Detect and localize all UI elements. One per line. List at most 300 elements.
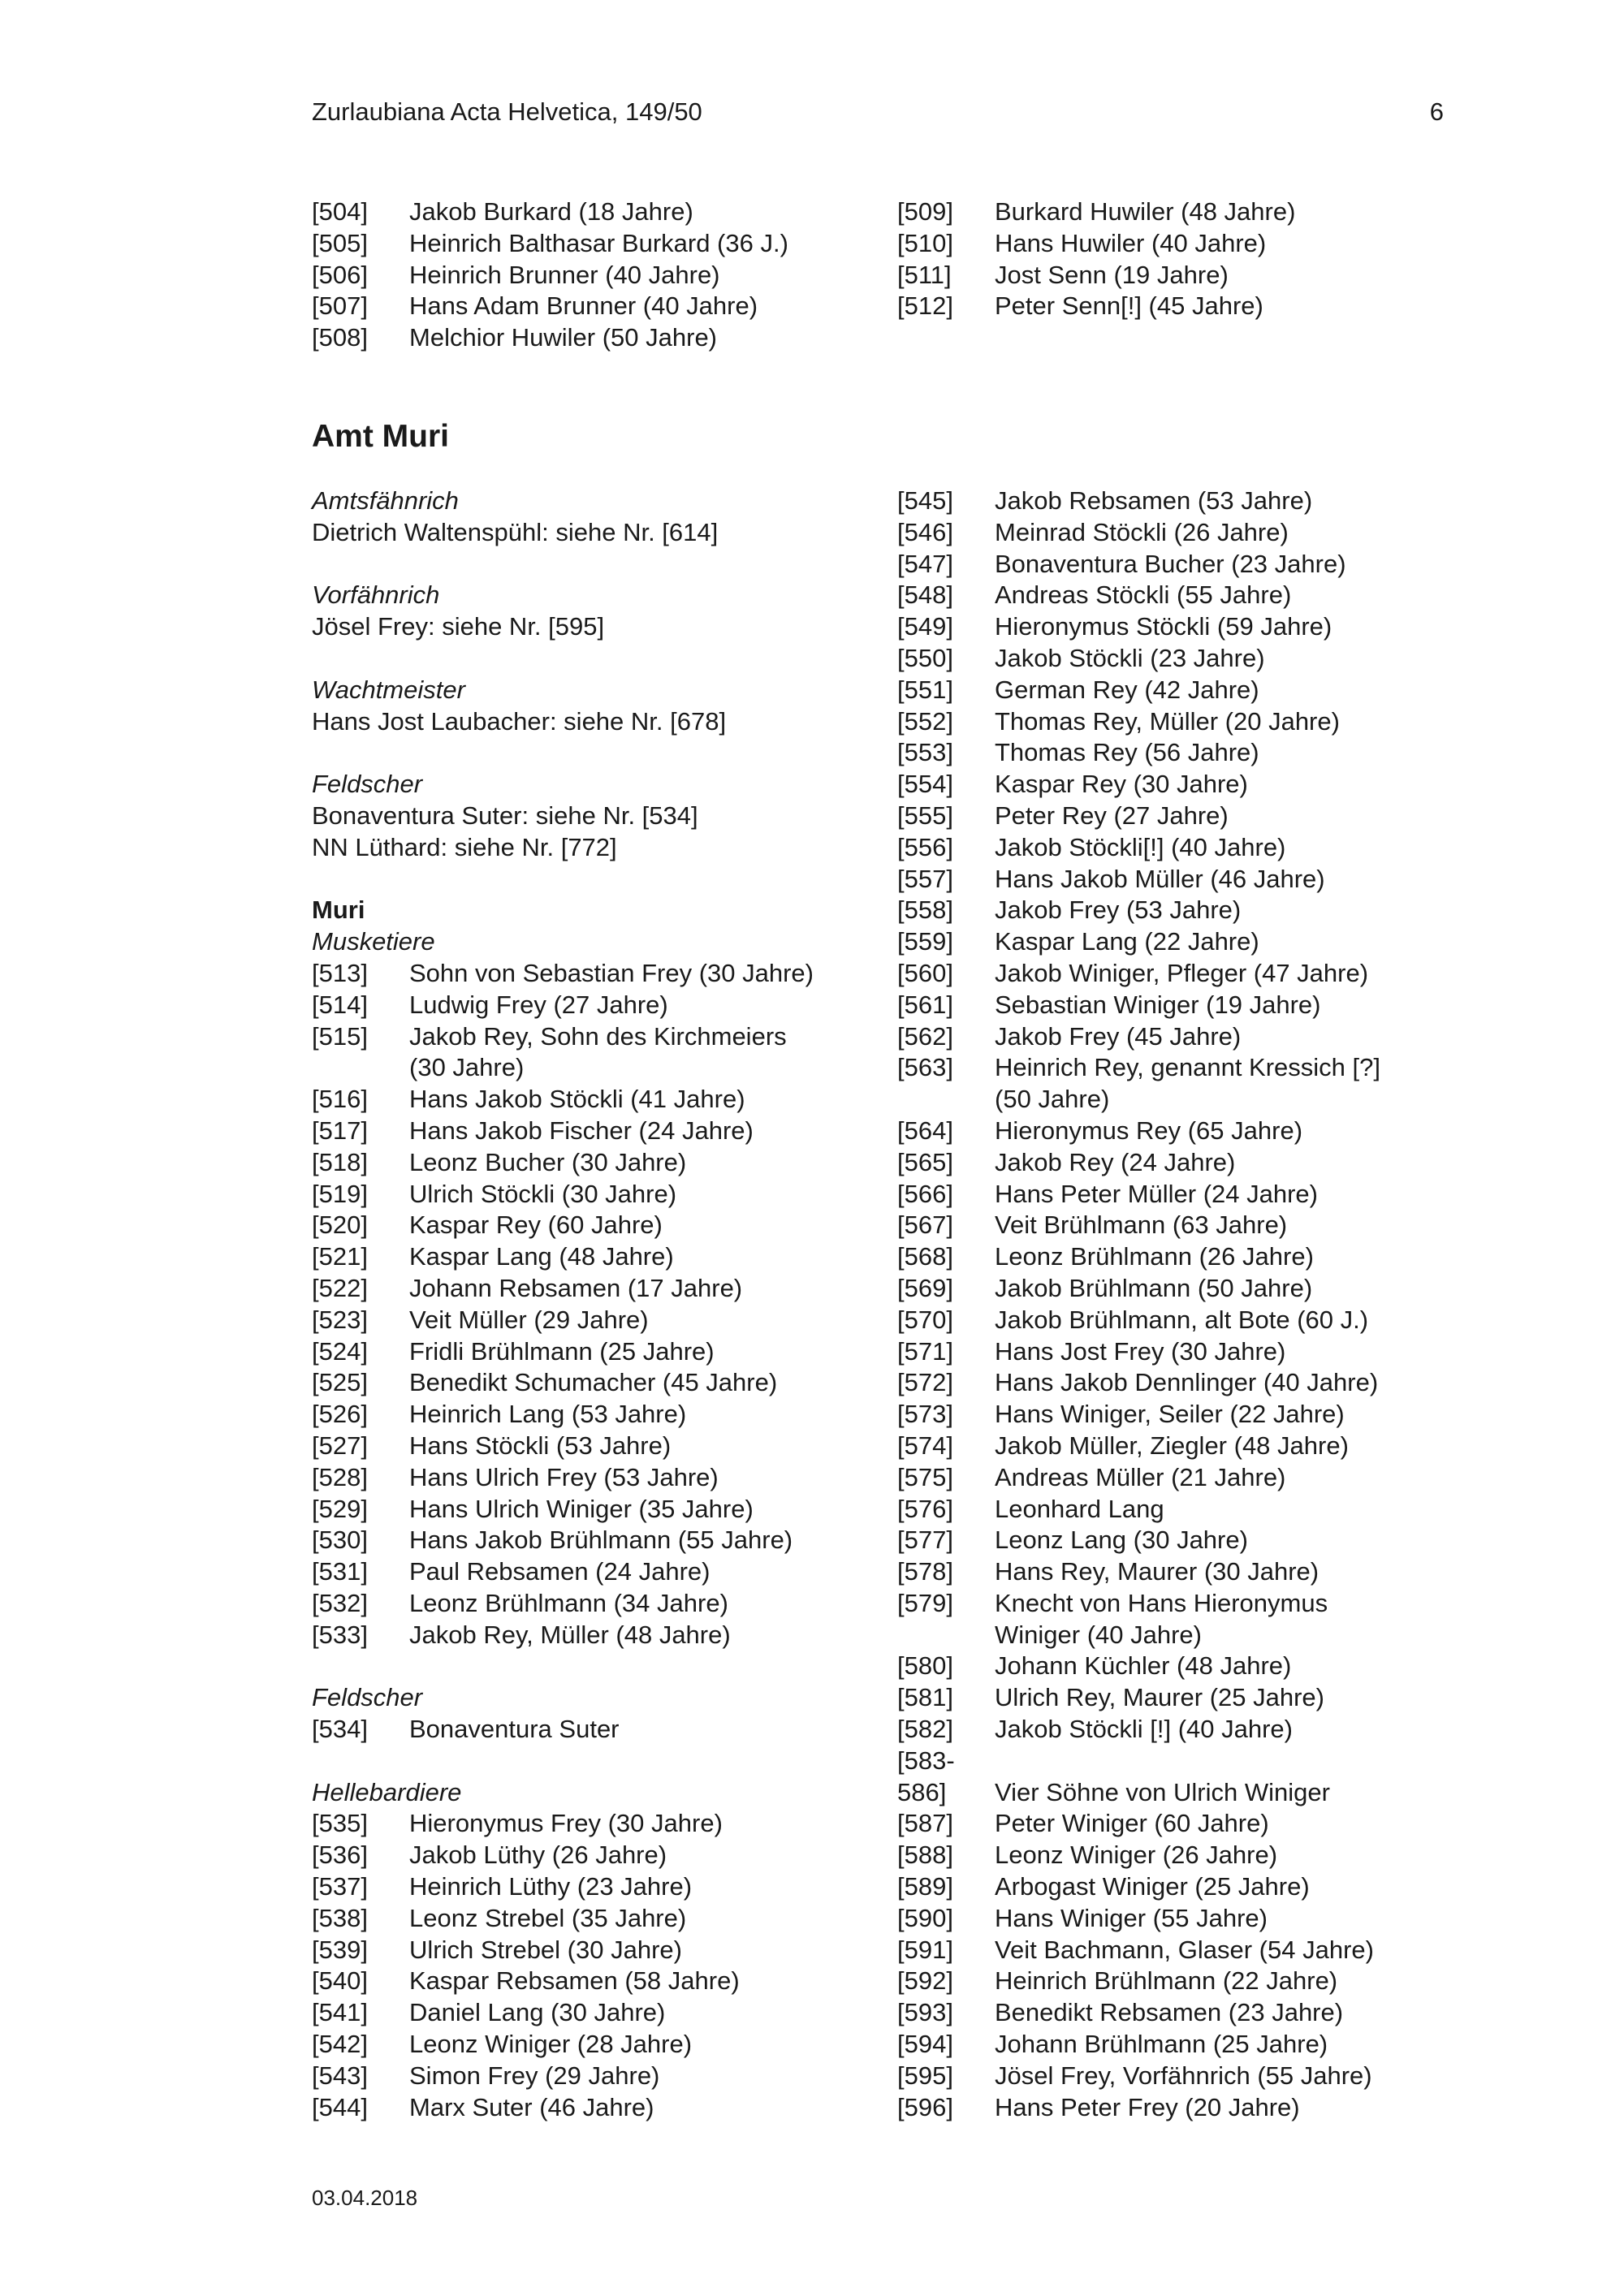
entry-name: Jakob Burkard (18 Jahre)	[409, 197, 693, 226]
list-item	[897, 228, 1449, 260]
entry-name: Thomas Rey, Müller (20 Jahre)	[995, 706, 1340, 736]
entry-number: [519]	[312, 1179, 368, 1208]
entry-number: [579]	[897, 1588, 953, 1617]
list-item	[897, 1556, 1449, 1588]
entry-name: Peter Senn[!] (45 Jahre)	[995, 291, 1263, 321]
entry-number: [510]	[897, 228, 953, 257]
entry-name: Jakob Müller, Ziegler (48 Jahre)	[995, 1431, 1349, 1460]
entry-name: Hans Ulrich Frey (53 Jahre)	[409, 1462, 719, 1491]
entry-name: Veit Müller (29 Jahre)	[409, 1305, 649, 1334]
list-item-continuation	[312, 1052, 864, 1084]
list-item	[897, 895, 1449, 926]
list-item	[312, 2061, 864, 2092]
entry-name: Jost Senn (19 Jahre)	[995, 260, 1229, 289]
list-item	[897, 1052, 1449, 1084]
entry-number: [517]	[312, 1116, 368, 1145]
entry-number: [525]	[312, 1368, 368, 1397]
entry-name: Leonz Lang (30 Jahre)	[995, 1526, 1248, 1555]
musketiere-list	[312, 958, 864, 1651]
list-item	[312, 291, 864, 322]
entry-number: [592]	[897, 1966, 953, 1996]
entry-name: Fridli Brühlmann (25 Jahre)	[409, 1336, 715, 1366]
vorfaehnrich-text: Jösel Frey: siehe Nr. [595]	[312, 612, 605, 641]
entry-number-continuation: 586]	[897, 1777, 947, 1806]
entry-name: Heinrich Rey, genannt Kressich [?]	[995, 1053, 1380, 1082]
entry-name-continuation: (30 Jahre)	[409, 1053, 525, 1082]
list-item	[897, 1336, 1449, 1368]
entry-number: [581]	[897, 1683, 953, 1712]
top-right-list	[897, 196, 1449, 322]
list-item	[897, 549, 1449, 580]
entry-name: Simon Frey (29 Jahre)	[409, 2061, 660, 2090]
list-item	[312, 1179, 864, 1211]
entry-name: Thomas Rey (56 Jahre)	[995, 738, 1259, 767]
entry-name: Andreas Stöckli (55 Jahre)	[995, 580, 1292, 610]
entry-number: [591]	[897, 1935, 953, 1964]
entry-name: Johann Rebsamen (17 Jahre)	[409, 1273, 743, 1302]
list-item	[312, 2029, 864, 2061]
entry-name-continuation: Vier Söhne von Ulrich Winiger	[995, 1777, 1330, 1806]
entry-number: [512]	[897, 291, 953, 321]
list-item	[897, 1808, 1449, 1840]
list-item	[312, 1588, 864, 1620]
entry-number: [593]	[897, 1998, 953, 2027]
entry-name: Kaspar Rebsamen (58 Jahre)	[409, 1966, 740, 1996]
list-item	[897, 864, 1449, 896]
entry-number: [559]	[897, 927, 953, 956]
entry-name: Jakob Winiger, Pfleger (47 Jahre)	[995, 958, 1369, 987]
hellebardiere-list	[312, 1808, 864, 2123]
entry-number: [540]	[312, 1966, 368, 1996]
entry-name: Hans Jakob Dennlinger (40 Jahre)	[995, 1368, 1379, 1397]
entry-number: [548]	[897, 580, 953, 610]
entry-number: [505]	[312, 228, 368, 257]
list-item	[897, 737, 1449, 769]
list-item	[897, 1966, 1449, 1997]
feldscher-officer-label: Feldscher	[312, 770, 423, 799]
document-title: Zurlaubiana Acta Helvetica, 149/50	[312, 97, 702, 126]
entry-name: Hieronymus Rey (65 Jahre)	[995, 1116, 1303, 1145]
list-item	[312, 1462, 864, 1494]
entry-number: [515]	[312, 1021, 368, 1051]
entry-number: [562]	[897, 1021, 953, 1051]
list-item	[897, 1399, 1449, 1431]
muri-heading: Muri	[312, 896, 365, 925]
entry-name: Leonz Winiger (26 Jahre)	[995, 1841, 1278, 1870]
entry-number: [532]	[312, 1588, 368, 1617]
list-item	[312, 1084, 864, 1116]
list-item	[312, 1620, 864, 1651]
amtsfaehnrich-text: Dietrich Waltenspühl: siehe Nr. [614]	[312, 517, 719, 546]
entry-name: Leonz Brühlmann (26 Jahre)	[995, 1242, 1314, 1271]
entry-number: [555]	[897, 801, 953, 830]
entry-number: [557]	[897, 864, 953, 893]
list-item	[897, 1494, 1449, 1526]
entry-name: Melchior Huwiler (50 Jahre)	[409, 323, 718, 352]
list-item	[897, 1147, 1449, 1179]
list-item	[312, 1966, 864, 1997]
list-item	[312, 1525, 864, 1556]
list-item	[897, 769, 1449, 801]
entry-number: [556]	[897, 832, 953, 861]
entry-name: Hans Ulrich Winiger (35 Jahre)	[409, 1494, 754, 1523]
entry-name: Johann Küchler (48 Jahre)	[995, 1651, 1292, 1681]
entry-number: [545]	[897, 486, 953, 515]
entry-name: Hieronymus Frey (30 Jahre)	[409, 1809, 723, 1838]
entry-name: Heinrich Brunner (40 Jahre)	[409, 260, 720, 289]
entry-number: [563]	[897, 1053, 953, 1082]
entry-number: [590]	[897, 1903, 953, 1932]
entry-number: [530]	[312, 1526, 368, 1555]
entry-number: [514]	[312, 990, 368, 1019]
entry-number: [531]	[312, 1557, 368, 1586]
entry-name: Sohn von Sebastian Frey (30 Jahre)	[409, 958, 814, 987]
entry-name: Johann Brühlmann (25 Jahre)	[995, 2030, 1328, 2059]
top-left-list	[312, 196, 864, 354]
entry-name: Hans Jost Frey (30 Jahre)	[995, 1336, 1286, 1366]
entry-name: Sebastian Winiger (19 Jahre)	[995, 990, 1321, 1019]
entry-number: [577]	[897, 1526, 953, 1555]
list-item	[897, 801, 1449, 832]
entry-number: [566]	[897, 1179, 953, 1208]
entry-number: [575]	[897, 1462, 953, 1491]
entry-name: Peter Winiger (60 Jahre)	[995, 1809, 1269, 1838]
list-item	[897, 1462, 1449, 1494]
list-item	[312, 1840, 864, 1871]
entry-number: [547]	[897, 549, 953, 578]
list-item	[897, 486, 1449, 517]
entry-number: [564]	[897, 1116, 953, 1145]
entry-name: Kaspar Rey (30 Jahre)	[995, 770, 1248, 799]
entry-name: Hans Huwiler (40 Jahre)	[995, 228, 1267, 257]
entry-name: Knecht von Hans Hieronymus	[995, 1588, 1328, 1617]
entry-name: Arbogast Winiger (25 Jahre)	[995, 1872, 1310, 1901]
entry-number: [589]	[897, 1872, 953, 1901]
list-item	[897, 1305, 1449, 1336]
entry-name: Marx Suter (46 Jahre)	[409, 2092, 654, 2121]
list-item	[897, 1840, 1449, 1871]
hellebardiere-label: Hellebardiere	[312, 1777, 462, 1806]
list-item	[897, 2029, 1449, 2061]
list-item	[897, 1367, 1449, 1399]
entry-name: Hans Peter Müller (24 Jahre)	[995, 1179, 1318, 1208]
list-item	[897, 1997, 1449, 2029]
list-item	[312, 1367, 864, 1399]
wachtmeister-text: Hans Jost Laubacher: siehe Nr. [678]	[312, 706, 727, 736]
wachtmeister-label: Wachtmeister	[312, 675, 465, 704]
entry-name: Heinrich Balthasar Burkard (36 J.)	[409, 228, 788, 257]
entry-name: Leonhard Lang	[995, 1494, 1164, 1523]
list-item	[897, 990, 1449, 1021]
entry-number: [594]	[897, 2030, 953, 2059]
list-item	[897, 1871, 1449, 1903]
entry-number: [513]	[312, 958, 368, 987]
entry-number: [521]	[312, 1242, 368, 1271]
entry-name: Jösel Frey, Vorfähnrich (55 Jahre)	[995, 2061, 1372, 2090]
entry-name: Meinrad Stöckli (26 Jahre)	[995, 517, 1289, 546]
list-item	[897, 1273, 1449, 1305]
entry-number: [543]	[312, 2061, 368, 2090]
entry-number: [580]	[897, 1651, 953, 1681]
entry-name: Jakob Lüthy (26 Jahre)	[409, 1841, 667, 1870]
right-column	[897, 486, 1449, 2123]
entry-number-continuation	[897, 1620, 995, 1651]
entry-number: [509]	[897, 197, 953, 226]
entry-number: [596]	[897, 2092, 953, 2121]
vorfaehnrich-label: Vorfähnrich	[312, 580, 440, 610]
entry-number: [541]	[312, 1998, 368, 2027]
entry-name: Leonz Winiger (28 Jahre)	[409, 2030, 693, 2059]
entry-number: [570]	[897, 1305, 953, 1334]
entry-name: Jakob Stöckli (23 Jahre)	[995, 643, 1265, 672]
list-item	[897, 706, 1449, 738]
page-header	[312, 96, 1444, 128]
list-item	[897, 958, 1449, 990]
section-title: Amt Muri	[312, 419, 449, 454]
entry-name: German Rey (42 Jahre)	[995, 675, 1259, 704]
entry-name: Bonaventura Bucher (23 Jahre)	[995, 549, 1346, 578]
entry-number: [587]	[897, 1809, 953, 1838]
entry-number: [544]	[312, 2092, 368, 2121]
list-item	[897, 1179, 1449, 1211]
list-item	[312, 990, 864, 1021]
entry-number: [582]	[897, 1715, 953, 1744]
entry-number: [537]	[312, 1872, 368, 1901]
entry-name: Leonz Brühlmann (34 Jahre)	[409, 1588, 728, 1617]
list-item-continuation	[897, 1777, 1449, 1809]
entry-name: Jakob Rey, Müller (48 Jahre)	[409, 1620, 731, 1649]
list-item	[312, 1431, 864, 1462]
feldscher-list	[312, 1714, 864, 1746]
entry-name: Jakob Rey (24 Jahre)	[995, 1147, 1236, 1176]
list-item	[312, 1808, 864, 1840]
entry-name: Kaspar Lang (22 Jahre)	[995, 927, 1259, 956]
entry-name: Ulrich Rey, Maurer (25 Jahre)	[995, 1683, 1324, 1712]
entry-name: Hans Rey, Maurer (30 Jahre)	[995, 1557, 1320, 1586]
entry-name: Ludwig Frey (27 Jahre)	[409, 990, 668, 1019]
entry-name: Burkard Huwiler (48 Jahre)	[995, 197, 1296, 226]
entry-name: Jakob Brühlmann (50 Jahre)	[995, 1273, 1313, 1302]
list-item	[897, 1021, 1449, 1053]
entry-number: [554]	[897, 770, 953, 799]
list-item	[312, 1147, 864, 1179]
list-item	[897, 675, 1449, 706]
list-item	[312, 322, 864, 354]
feldscher-officer-text-2: NN Lüthard: siehe Nr. [772]	[312, 832, 617, 861]
amtsfaehnrich-label: Amtsfähnrich	[312, 486, 459, 515]
list-item	[897, 832, 1449, 864]
entry-name: Jakob Stöckli[!] (40 Jahre)	[995, 832, 1286, 861]
list-item	[312, 1903, 864, 1935]
entry-name: Heinrich Lang (53 Jahre)	[409, 1400, 687, 1429]
entry-name: Peter Rey (27 Jahre)	[995, 801, 1229, 830]
entry-name: Veit Bachmann, Glaser (54 Jahre)	[995, 1935, 1374, 1964]
entry-name: Jakob Rebsamen (53 Jahre)	[995, 486, 1313, 515]
entry-number: [523]	[312, 1305, 368, 1334]
list-item	[312, 196, 864, 228]
list-item	[897, 291, 1449, 322]
list-item	[897, 1903, 1449, 1935]
entry-name: Hans Jakob Stöckli (41 Jahre)	[409, 1085, 745, 1114]
feldscher-label: Feldscher	[312, 1683, 423, 1712]
list-item	[897, 196, 1449, 228]
entry-name: Kaspar Rey (60 Jahre)	[409, 1211, 663, 1240]
entry-number: [573]	[897, 1400, 953, 1429]
list-item	[312, 1935, 864, 1966]
entry-number: [569]	[897, 1273, 953, 1302]
entry-name: Paul Rebsamen (24 Jahre)	[409, 1557, 710, 1586]
entry-number: [546]	[897, 517, 953, 546]
list-item	[897, 1935, 1449, 1966]
list-item	[312, 958, 864, 990]
entry-name: Benedikt Rebsamen (23 Jahre)	[995, 1998, 1344, 2027]
entry-number: [552]	[897, 706, 953, 736]
list-item	[897, 1714, 1449, 1746]
entry-number: [561]	[897, 990, 953, 1019]
entry-number: [528]	[312, 1462, 368, 1491]
entry-number: [518]	[312, 1147, 368, 1176]
entry-number: [529]	[312, 1494, 368, 1523]
entry-number: [522]	[312, 1273, 368, 1302]
entry-name: Veit Brühlmann (63 Jahre)	[995, 1211, 1288, 1240]
list-item-continuation	[897, 1084, 1449, 1116]
entry-name: Hans Adam Brunner (40 Jahre)	[409, 291, 758, 321]
entry-number: [565]	[897, 1147, 953, 1176]
entry-number: [588]	[897, 1841, 953, 1870]
feldscher-officer-text-1: Bonaventura Suter: siehe Nr. [534]	[312, 801, 698, 830]
entry-number: [542]	[312, 2030, 368, 2059]
entry-number: [550]	[897, 643, 953, 672]
left-column	[312, 486, 864, 2123]
entry-number: [526]	[312, 1400, 368, 1429]
entry-name: Kaspar Lang (48 Jahre)	[409, 1242, 674, 1271]
entry-number: [567]	[897, 1211, 953, 1240]
entry-number: [533]	[312, 1620, 368, 1649]
entry-number: [538]	[312, 1903, 368, 1932]
entry-number: [574]	[897, 1431, 953, 1460]
entry-number: [504]	[312, 197, 368, 226]
list-item	[312, 1241, 864, 1273]
list-item	[312, 1021, 864, 1053]
entry-number: [507]	[312, 291, 368, 321]
entry-number: [511]	[897, 260, 952, 289]
entry-number-continuation	[312, 1052, 409, 1084]
entry-name: Hans Winiger (55 Jahre)	[995, 1903, 1268, 1932]
entry-number: [568]	[897, 1242, 953, 1271]
entry-name: Daniel Lang (30 Jahre)	[409, 1998, 666, 2027]
entry-name: Hans Winiger, Seiler (22 Jahre)	[995, 1400, 1345, 1429]
list-item	[312, 2092, 864, 2124]
list-item	[312, 1399, 864, 1431]
entry-number: [560]	[897, 958, 953, 987]
entry-name	[995, 1746, 1449, 1777]
list-item	[312, 1714, 864, 1746]
entry-name: Heinrich Lüthy (23 Jahre)	[409, 1872, 693, 1901]
list-item	[312, 1494, 864, 1526]
entry-number: [539]	[312, 1935, 368, 1964]
list-item	[312, 1336, 864, 1368]
list-item	[897, 517, 1449, 549]
list-item	[897, 611, 1449, 643]
entry-name: Hans Jakob Fischer (24 Jahre)	[409, 1116, 754, 1145]
entry-number: [520]	[312, 1211, 368, 1240]
list-item	[897, 1651, 1449, 1682]
list-item-continuation	[897, 1620, 1449, 1651]
list-item	[897, 1588, 1449, 1620]
entry-number: [536]	[312, 1841, 368, 1870]
list-item	[897, 1116, 1449, 1147]
entry-name: Andreas Müller (21 Jahre)	[995, 1462, 1286, 1491]
entry-number: [527]	[312, 1431, 368, 1460]
entry-number: [558]	[897, 896, 953, 925]
entry-number: [551]	[897, 675, 953, 704]
list-item	[312, 1210, 864, 1241]
entry-number: [524]	[312, 1336, 368, 1366]
footer-date: 03.04.2018	[312, 2186, 418, 2210]
entry-name: Leonz Strebel (35 Jahre)	[409, 1903, 687, 1932]
list-item	[897, 1210, 1449, 1241]
list-item	[312, 1997, 864, 2029]
list-item	[897, 1241, 1449, 1273]
list-item	[312, 1556, 864, 1588]
list-item	[897, 643, 1449, 675]
entry-name: Ulrich Stöckli (30 Jahre)	[409, 1179, 677, 1208]
entry-number: [553]	[897, 738, 953, 767]
entry-name: Bonaventura Suter	[409, 1715, 620, 1744]
entry-name: Hieronymus Stöckli (59 Jahre)	[995, 612, 1332, 641]
entry-number: [572]	[897, 1368, 953, 1397]
entry-name: Jakob Brühlmann, alt Bote (60 J.)	[995, 1305, 1369, 1334]
entry-name: Jakob Stöckli [!] (40 Jahre)	[995, 1715, 1293, 1744]
entry-name: Ulrich Strebel (30 Jahre)	[409, 1935, 682, 1964]
list-item	[312, 1871, 864, 1903]
entry-number: [595]	[897, 2061, 953, 2090]
entry-number: [508]	[312, 323, 368, 352]
entry-name: Leonz Bucher (30 Jahre)	[409, 1147, 687, 1176]
entry-name: Benedikt Schumacher (45 Jahre)	[409, 1368, 778, 1397]
list-item	[312, 1116, 864, 1147]
list-item	[897, 1525, 1449, 1556]
list-item	[897, 260, 1449, 291]
entry-name-continuation: Winiger (40 Jahre)	[995, 1620, 1202, 1649]
page-number: 6	[1429, 97, 1444, 126]
entry-name: Hans Jakob Brühlmann (55 Jahre)	[409, 1526, 793, 1555]
list-item	[897, 926, 1449, 958]
entry-name: Heinrich Brühlmann (22 Jahre)	[995, 1966, 1338, 1996]
musketiere-label: Musketiere	[312, 927, 435, 956]
list-item	[897, 2092, 1449, 2124]
list-item	[897, 2061, 1449, 2092]
entry-number: [506]	[312, 260, 368, 289]
entry-number: [534]	[312, 1715, 368, 1744]
entry-number: [516]	[312, 1085, 368, 1114]
list-item	[897, 580, 1449, 611]
list-item	[897, 1431, 1449, 1462]
list-item	[312, 228, 864, 260]
entry-number: [578]	[897, 1557, 953, 1586]
entry-name: Jakob Frey (45 Jahre)	[995, 1021, 1242, 1051]
entry-number: [576]	[897, 1494, 953, 1523]
entry-number: [571]	[897, 1336, 953, 1366]
entry-number: [535]	[312, 1809, 368, 1838]
list-item	[897, 1746, 1449, 1777]
list-item	[312, 260, 864, 291]
entry-name: Hans Peter Frey (20 Jahre)	[995, 2092, 1300, 2121]
entry-name: Hans Jakob Müller (46 Jahre)	[995, 864, 1325, 893]
list-item	[312, 1273, 864, 1305]
entry-name: Hans Stöckli (53 Jahre)	[409, 1431, 672, 1460]
entry-number: [583-	[897, 1746, 955, 1775]
